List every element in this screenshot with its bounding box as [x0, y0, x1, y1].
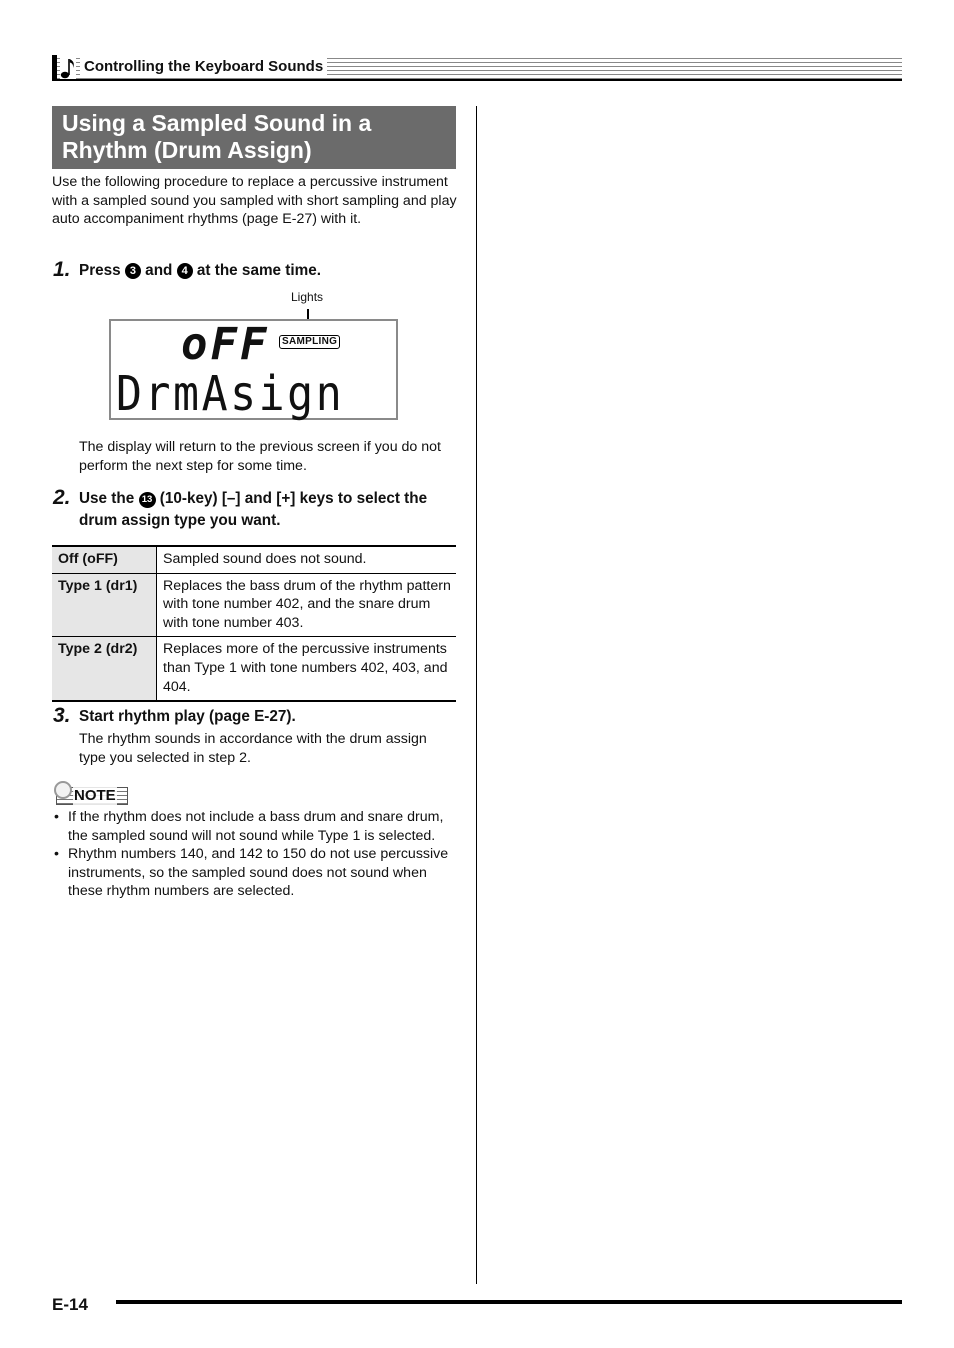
- section-title: Using a Sampled Sound in a Rhythm (Drum Assign): [52, 106, 456, 169]
- list-item: • If the rhythm does not include a bass drum and snare drum, the sampled sound will not sound while Type 1 is selected.: [52, 808, 457, 845]
- step-3-number: 3.: [53, 704, 71, 727]
- key-13-icon: 13: [139, 492, 156, 508]
- page-header: [52, 55, 902, 81]
- note-list: [52, 808, 457, 901]
- step-1-text: Press 3 and 4 at the same time.: [79, 262, 322, 279]
- header-bar: [52, 55, 57, 81]
- page-number: E-14: [52, 1295, 88, 1314]
- lights-label: Lights: [291, 290, 324, 304]
- key-3-icon: 3: [125, 263, 141, 279]
- step-3-text: Start rhythm play (page E-27).: [79, 708, 296, 725]
- type-description: Replaces more of the percussive instruments than Type 1 with tone numbers 402, 403, and 404.: [157, 637, 457, 701]
- type-term: Type 2 (dr2): [52, 637, 157, 701]
- header-bottom-rule: [52, 79, 902, 81]
- display-note: The display will return to the previous screen if you do not perform the next step for some time.: [79, 439, 441, 474]
- music-note-icon: [60, 56, 76, 80]
- table-row: [52, 546, 456, 573]
- lcd-top-text: oFF: [181, 319, 270, 370]
- header-title: Controlling the Keyboard Sounds: [80, 57, 327, 77]
- drum-assign-types-table: [52, 545, 456, 702]
- sampling-indicator: SAMPLING: [279, 335, 340, 349]
- step-2-text: Use the 13 (10-key) [–] and [+] keys to select the drum assign type you want.: [79, 490, 428, 529]
- type-description: Replaces the bass drum of the rhythm pattern with tone number 402, and the snare drum with tone number 403.: [157, 573, 457, 637]
- list-item: • Rhythm numbers 140, and 142 to 150 do not use percussive instruments, so the sampled sound does not sound when these rhythm numbers are selected.: [52, 845, 457, 901]
- note-heading: [52, 781, 132, 807]
- step-2-number: 2.: [53, 486, 71, 509]
- step-3-body: The rhythm sounds in accordance with the drum assign type you selected in step 2.: [79, 731, 427, 766]
- lcd-display: [109, 319, 398, 420]
- table-row: [52, 637, 456, 701]
- type-term: Type 1 (dr1): [52, 573, 157, 637]
- type-term: Off (oFF): [52, 546, 157, 573]
- magnifier-icon: [54, 781, 72, 799]
- type-description: Sampled sound does not sound.: [157, 546, 457, 573]
- step-1-number: 1.: [53, 258, 71, 281]
- key-4-icon: 4: [177, 263, 193, 279]
- note-label: NOTE: [74, 787, 116, 804]
- lcd-main-text: DrmAsign: [116, 366, 345, 422]
- intro-paragraph: Use the following procedure to replace a percussive instrument with a sampled sound you sampled with short sampling and play auto accompaniment rhythms (page E-27) with it.: [52, 174, 457, 228]
- table-row: [52, 573, 456, 637]
- column-divider: [476, 106, 477, 1284]
- footer-rule: [116, 1300, 902, 1304]
